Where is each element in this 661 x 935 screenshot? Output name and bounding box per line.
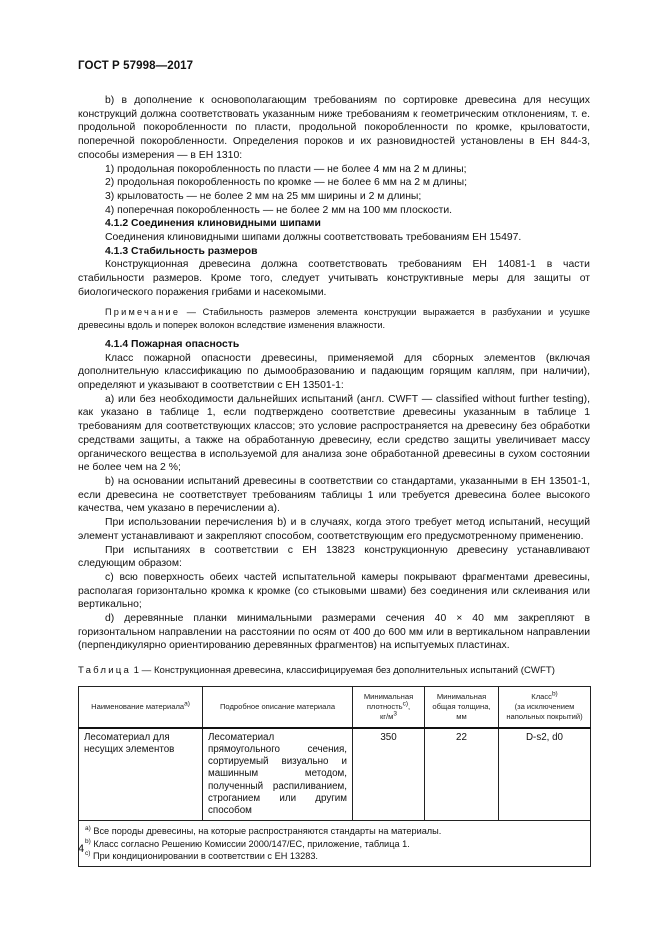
paragraph-4-1-2: Соединения клиновидными шипами должны соответствовать требованиям ЕН 15497. bbox=[105, 232, 522, 244]
note bbox=[78, 306, 590, 332]
cell-description: Лесоматериал прямоугольного сечения, сортируемый визуально и машинным методом, полученный распиливанием, строганием или другим способом bbox=[203, 728, 353, 821]
paragraph-4-1-4-b: b) на основании испытаний древесины в соответствии со стандартами, указанными в ЕН 13501-1, если древесина не соответствует требованиям таблицы 1 или требуется древесина более высокого качества, чем указано в перечислении а). bbox=[78, 475, 590, 515]
header-thickness: Минимальная общая толщина, мм bbox=[425, 686, 499, 728]
note-text: — Стабильность размеров элемента конструкции выражается в разбухании и усушке древесины вдоль и поперек волокон вследствие изменения влажности. bbox=[78, 306, 590, 330]
header-class: Класс$^{b)}$ (за исключением напольных покрытий) bbox=[499, 686, 591, 728]
footnote-b: $^{b)}$ Класс согласно Решению Комиссии 2000/147/EC, приложение, таблица 1. bbox=[85, 837, 410, 849]
table-header-row bbox=[79, 686, 591, 728]
header-density: Минимальная плотность$^{c)}$, $кг/м^3$ bbox=[353, 686, 425, 728]
cell-thickness: 22 bbox=[425, 728, 499, 821]
section-heading-4-1-2: 4.1.2 Соединения клиновидными шипами bbox=[105, 218, 321, 230]
note-label: Примечание bbox=[105, 306, 181, 317]
paragraph-4-1-4-usage: При использовании перечисления b) и в случаях, когда этого требует метод испытаний, несущий элемент устанавливают и закрепляют способом, соответствующим его предусмотренному применению. bbox=[78, 517, 590, 542]
cell-density: 350 bbox=[353, 728, 425, 821]
paragraph-4-1-4-intro: Класс пожарной опасности древесины, применяемой для сборных элементов (включая дополнительную классификацию по дымообразованию и падающим горящим каплям, при наличии), определяют и указывают в соответствии с ЕН 13501-1: bbox=[78, 352, 590, 392]
cell-material-name: Лесоматериал для несущих элементов bbox=[79, 728, 203, 821]
section-heading-4-1-3: 4.1.3 Стабильность размеров bbox=[105, 245, 258, 257]
paragraph-4-1-4-tests: При испытаниях в соответствии с ЕН 13823 конструкционную древесину устанавливают следующим образом: bbox=[78, 544, 590, 570]
footnote-a: $^{a)}$ Все породы древесины, на которые распространяются стандарты на материалы. bbox=[85, 825, 442, 837]
table-row bbox=[79, 728, 591, 821]
footnote-c: $^{c)}$ При кондиционировании в соответствии с ЕН 13283. bbox=[85, 850, 318, 862]
table-caption-label: Таблица bbox=[78, 665, 132, 677]
list-item: 3) крыловатость — не более 2 мм на 25 мм ширины и 2 м длины; bbox=[105, 190, 422, 202]
list-item: 4) поперечная покоробленность — не более 2 мм на 100 мм плоскости. bbox=[105, 204, 453, 216]
paragraph-4-1-4-d: d) деревянные планки минимальными размерами сечения 40 × 40 мм закрепляют в горизонтальном направлении на расстоянии по осям от 400 до 600 мм или в вертикальном направлении (перпендикулярно ориентированию деревянных фрагментов) на испытуемых пластинах. bbox=[78, 613, 590, 652]
table-footnotes bbox=[79, 821, 591, 867]
header-description: Подробное описание материала bbox=[203, 686, 353, 728]
document-header: ГОСТ Р 57998—2017 bbox=[78, 60, 194, 72]
cell-class: D-s2, d0 bbox=[499, 728, 591, 821]
paragraph-4-1-4-a: a) или без необходимости дальнейших испытаний (англ. CWFT — classified without further testing), как указано в таблице 1, если подтверждено соответствие древесины указанным в таблице 1 требованиям для соответствующих классов; это условие распространяется на древесину без обработки средствами защиты, а также на обработанную древесину, если средство защиты увеличивает массу органического вещества в используемой для анализа зоне обработанной древесины в сухом состоянии не более чем на 2 %; bbox=[78, 393, 590, 474]
list-item: 2) продольная покоробленность по кромке — не более 6 мм на 2 м длины; bbox=[105, 177, 467, 189]
table-caption-text: 1 — Конструкционная древесина, классифицируемая без дополнительных испытаний (CWFT) bbox=[131, 665, 555, 677]
table-footnotes-row bbox=[79, 821, 591, 867]
paragraph-b: b) в дополнение к основополагающим требованиям по сортировке древесина для несущих конструкций должна соответствовать указанным ниже требованиям к геометрическим отклонениям, т. е. продольной покоробленности по пласти, продольной покоробленности по кромке, крыловатости, поперечной покоробленности. Определения пороков и их разновидностей установлены в ЕН 844-3, способы измерения — в ЕН 1310: bbox=[78, 95, 590, 161]
header-material-name: Наименование материала$^{а)}$ bbox=[79, 686, 203, 728]
document-body bbox=[78, 94, 590, 867]
paragraph-4-1-4-c: c) всю поверхность обеих частей испытательной камеры покрывают фрагментами древесины, располагая горизонтально кромка к кромке (со стыковыми швами) без соединения или склеивания или вертикально; bbox=[78, 571, 590, 611]
table-caption bbox=[78, 664, 590, 678]
section-heading-4-1-4: 4.1.4 Пожарная опасность bbox=[105, 338, 240, 350]
list-item: 1) продольная покоробленность по пласти — не более 4 мм на 2 м длины; bbox=[105, 163, 467, 175]
cwft-table bbox=[78, 686, 591, 868]
paragraph-4-1-3: Конструкционная древесина должна соответствовать требованиям ЕН 14081-1 в части стабильности размеров. Кроме того, следует учитывать конструктивные меры для защиты от биологического поражения грибами и насекомыми. bbox=[78, 259, 590, 298]
page-number: 4 bbox=[78, 843, 85, 855]
